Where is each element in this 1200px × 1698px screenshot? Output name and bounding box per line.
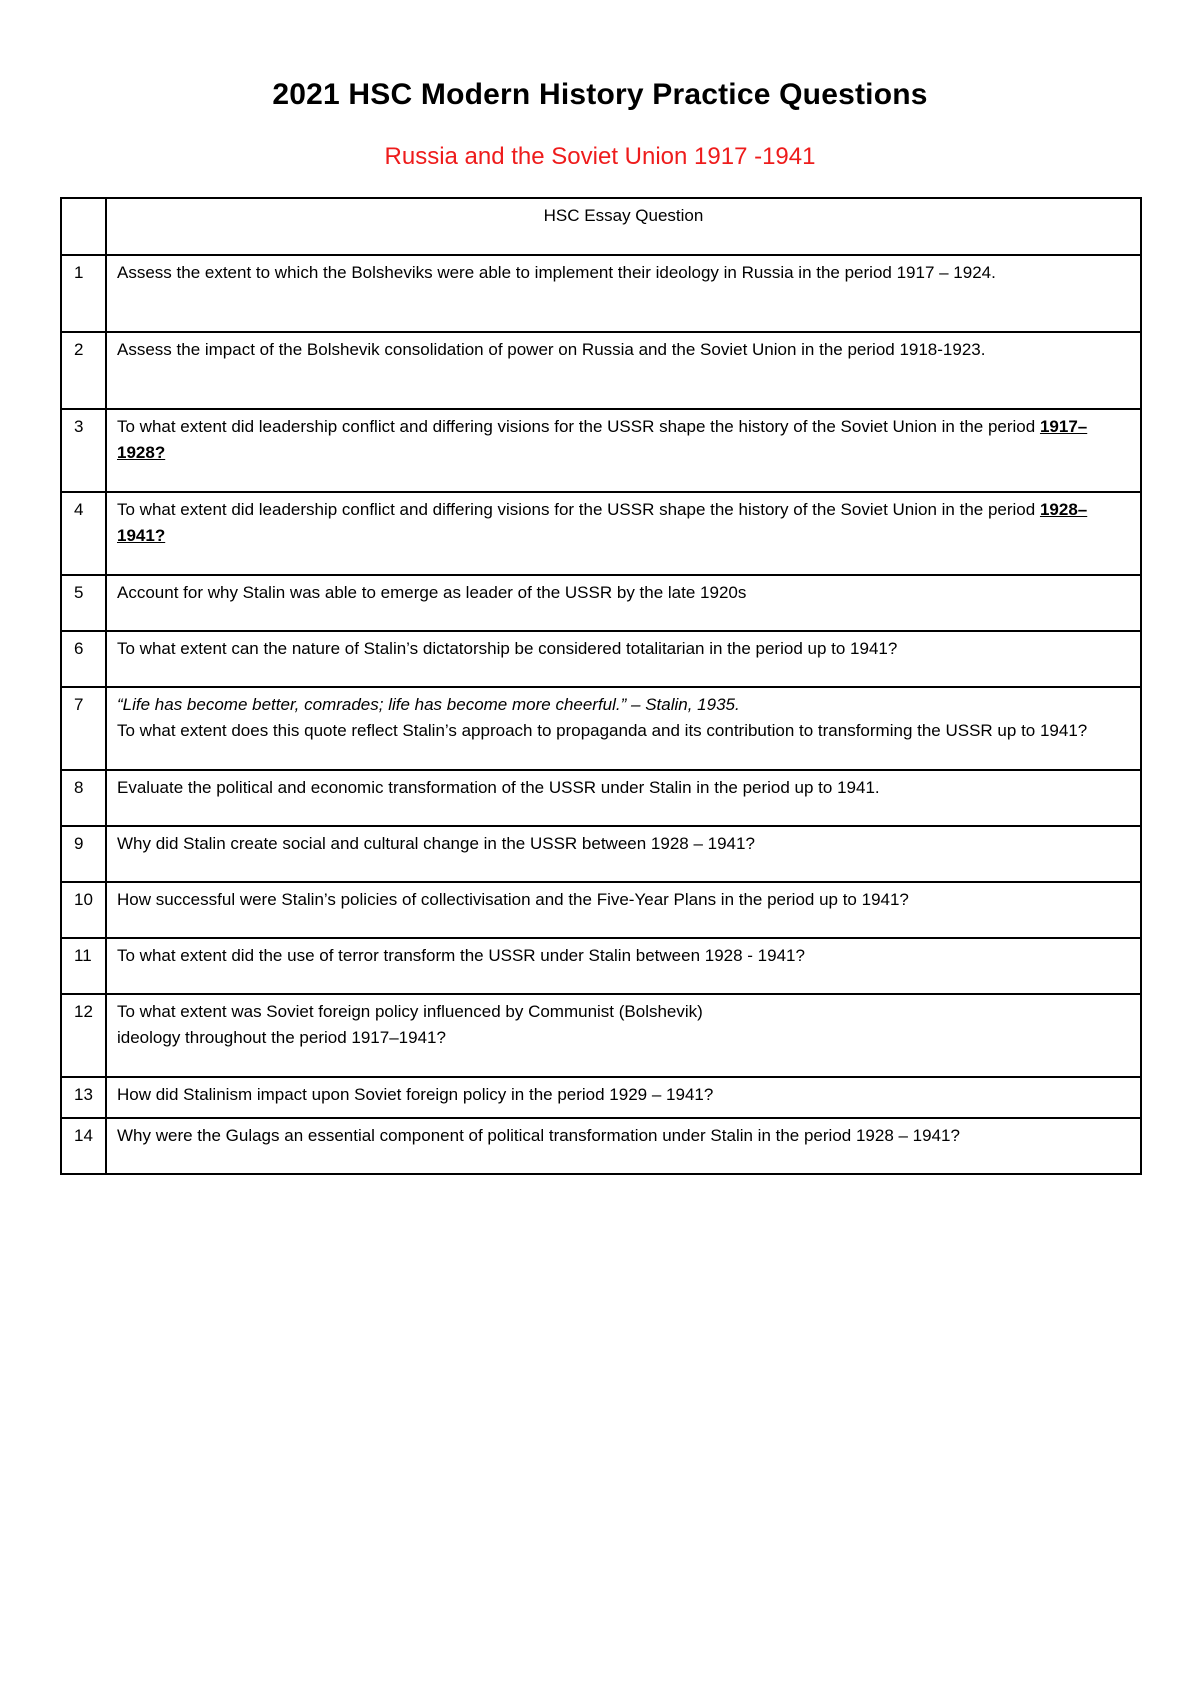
- table-row: [61, 770, 1141, 826]
- table-row: [61, 882, 1141, 938]
- table-row: [61, 575, 1141, 631]
- question-text: Evaluate the political and economic transformation of the USSR under Stalin in the period up to 1941.: [106, 770, 1141, 826]
- stalin-quote: “Life has become better, comrades; life has become more cheerful.” – Stalin, 1935.: [117, 695, 740, 714]
- table-row: [61, 492, 1141, 575]
- question-number: 11: [61, 938, 106, 994]
- question-number: 1: [61, 255, 106, 332]
- question-text: [106, 409, 1141, 492]
- question-number: 9: [61, 826, 106, 882]
- table-row: [61, 255, 1141, 332]
- page-subtitle: Russia and the Soviet Union 1917 -1941: [384, 143, 816, 170]
- table-row: [61, 1077, 1141, 1118]
- table-row: [61, 332, 1141, 409]
- question-text-main: To what extent does this quote reflect Stalin’s approach to propaganda and its contribution to transforming the USSR up to 1941?: [117, 721, 1088, 740]
- question-number: 6: [61, 631, 106, 687]
- question-text-line-2: ideology throughout the period 1917–1941?: [117, 1028, 446, 1047]
- question-text: [106, 687, 1141, 770]
- question-number: 5: [61, 575, 106, 631]
- question-number: 8: [61, 770, 106, 826]
- page-title: 2021 HSC Modern History Practice Questions: [272, 78, 928, 111]
- question-text: How did Stalinism impact upon Soviet foreign policy in the period 1929 – 1941?: [106, 1077, 1141, 1118]
- question-text-main: To what extent did leadership conflict and differing visions for the USSR shape the history of the Soviet Union in the period: [117, 417, 1040, 436]
- table-row: [61, 1118, 1141, 1174]
- question-text: How successful were Stalin’s policies of collectivisation and the Five-Year Plans in the period up to 1941?: [106, 882, 1141, 938]
- question-number: 2: [61, 332, 106, 409]
- question-number: 3: [61, 409, 106, 492]
- question-text-line-1: To what extent was Soviet foreign policy influenced by Communist (Bolshevik): [117, 1002, 703, 1021]
- question-number: 10: [61, 882, 106, 938]
- question-text: [106, 994, 1141, 1077]
- table-row: [61, 687, 1141, 770]
- table-row: [61, 826, 1141, 882]
- number-column-header: [61, 198, 106, 255]
- table-row: [61, 631, 1141, 687]
- question-number: 12: [61, 994, 106, 1077]
- table-header-row: [61, 198, 1141, 255]
- question-text: Why were the Gulags an essential component of political transformation under Stalin in the period 1928 – 1941?: [106, 1118, 1141, 1174]
- question-number: 14: [61, 1118, 106, 1174]
- question-text: To what extent did the use of terror transform the USSR under Stalin between 1928 - 1941?: [106, 938, 1141, 994]
- question-text: [106, 492, 1141, 575]
- question-text: Assess the extent to which the Bolsheviks were able to implement their ideology in Russia in the period 1917 – 1924.: [106, 255, 1141, 332]
- question-number: 4: [61, 492, 106, 575]
- question-text: Why did Stalin create social and cultural change in the USSR between 1928 – 1941?: [106, 826, 1141, 882]
- question-text: Assess the impact of the Bolshevik consolidation of power on Russia and the Soviet Union in the period 1918-1923.: [106, 332, 1141, 409]
- question-text: To what extent can the nature of Stalin’s dictatorship be considered totalitarian in the period up to 1941?: [106, 631, 1141, 687]
- question-text-main: To what extent did leadership conflict and differing visions for the USSR shape the history of the Soviet Union in the period: [117, 500, 1040, 519]
- question-period-emphasis: 1928–1941?: [117, 500, 1088, 545]
- table-row: [61, 409, 1141, 492]
- question-number: 13: [61, 1077, 106, 1118]
- question-column-header: HSC Essay Question: [106, 198, 1141, 255]
- question-number: 7: [61, 687, 106, 770]
- table-row: [61, 994, 1141, 1077]
- table-row: [61, 938, 1141, 994]
- question-text: Account for why Stalin was able to emerge as leader of the USSR by the late 1920s: [106, 575, 1141, 631]
- question-period-emphasis: 1917–1928?: [117, 417, 1088, 462]
- questions-table: [60, 197, 1142, 1175]
